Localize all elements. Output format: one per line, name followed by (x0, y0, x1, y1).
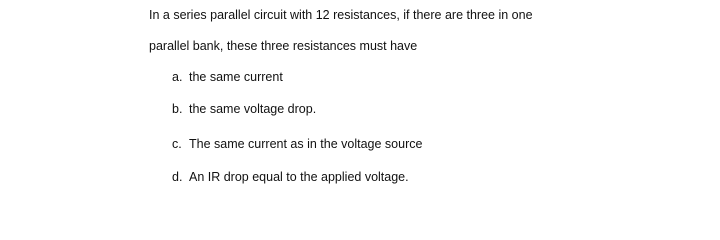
option-b-letter: b. (172, 102, 183, 116)
option-d-letter: d. (172, 170, 183, 184)
option-b (172, 101, 316, 117)
option-d-text: An IR drop equal to the applied voltage. (189, 170, 409, 184)
option-b-text: the same voltage drop. (189, 102, 317, 116)
option-a-text: the same current (189, 70, 283, 84)
option-c (172, 136, 422, 152)
question-text-line-2: parallel bank, these three resistances must have (149, 39, 418, 53)
option-d (172, 169, 409, 185)
option-a (172, 69, 283, 85)
option-a-letter: a. (172, 70, 183, 84)
option-c-text: The same current as in the voltage source (189, 137, 423, 151)
option-c-letter: c. (172, 137, 182, 151)
question-text-line-1: In a series parallel circuit with 12 resistances, if there are three in one (149, 8, 533, 22)
